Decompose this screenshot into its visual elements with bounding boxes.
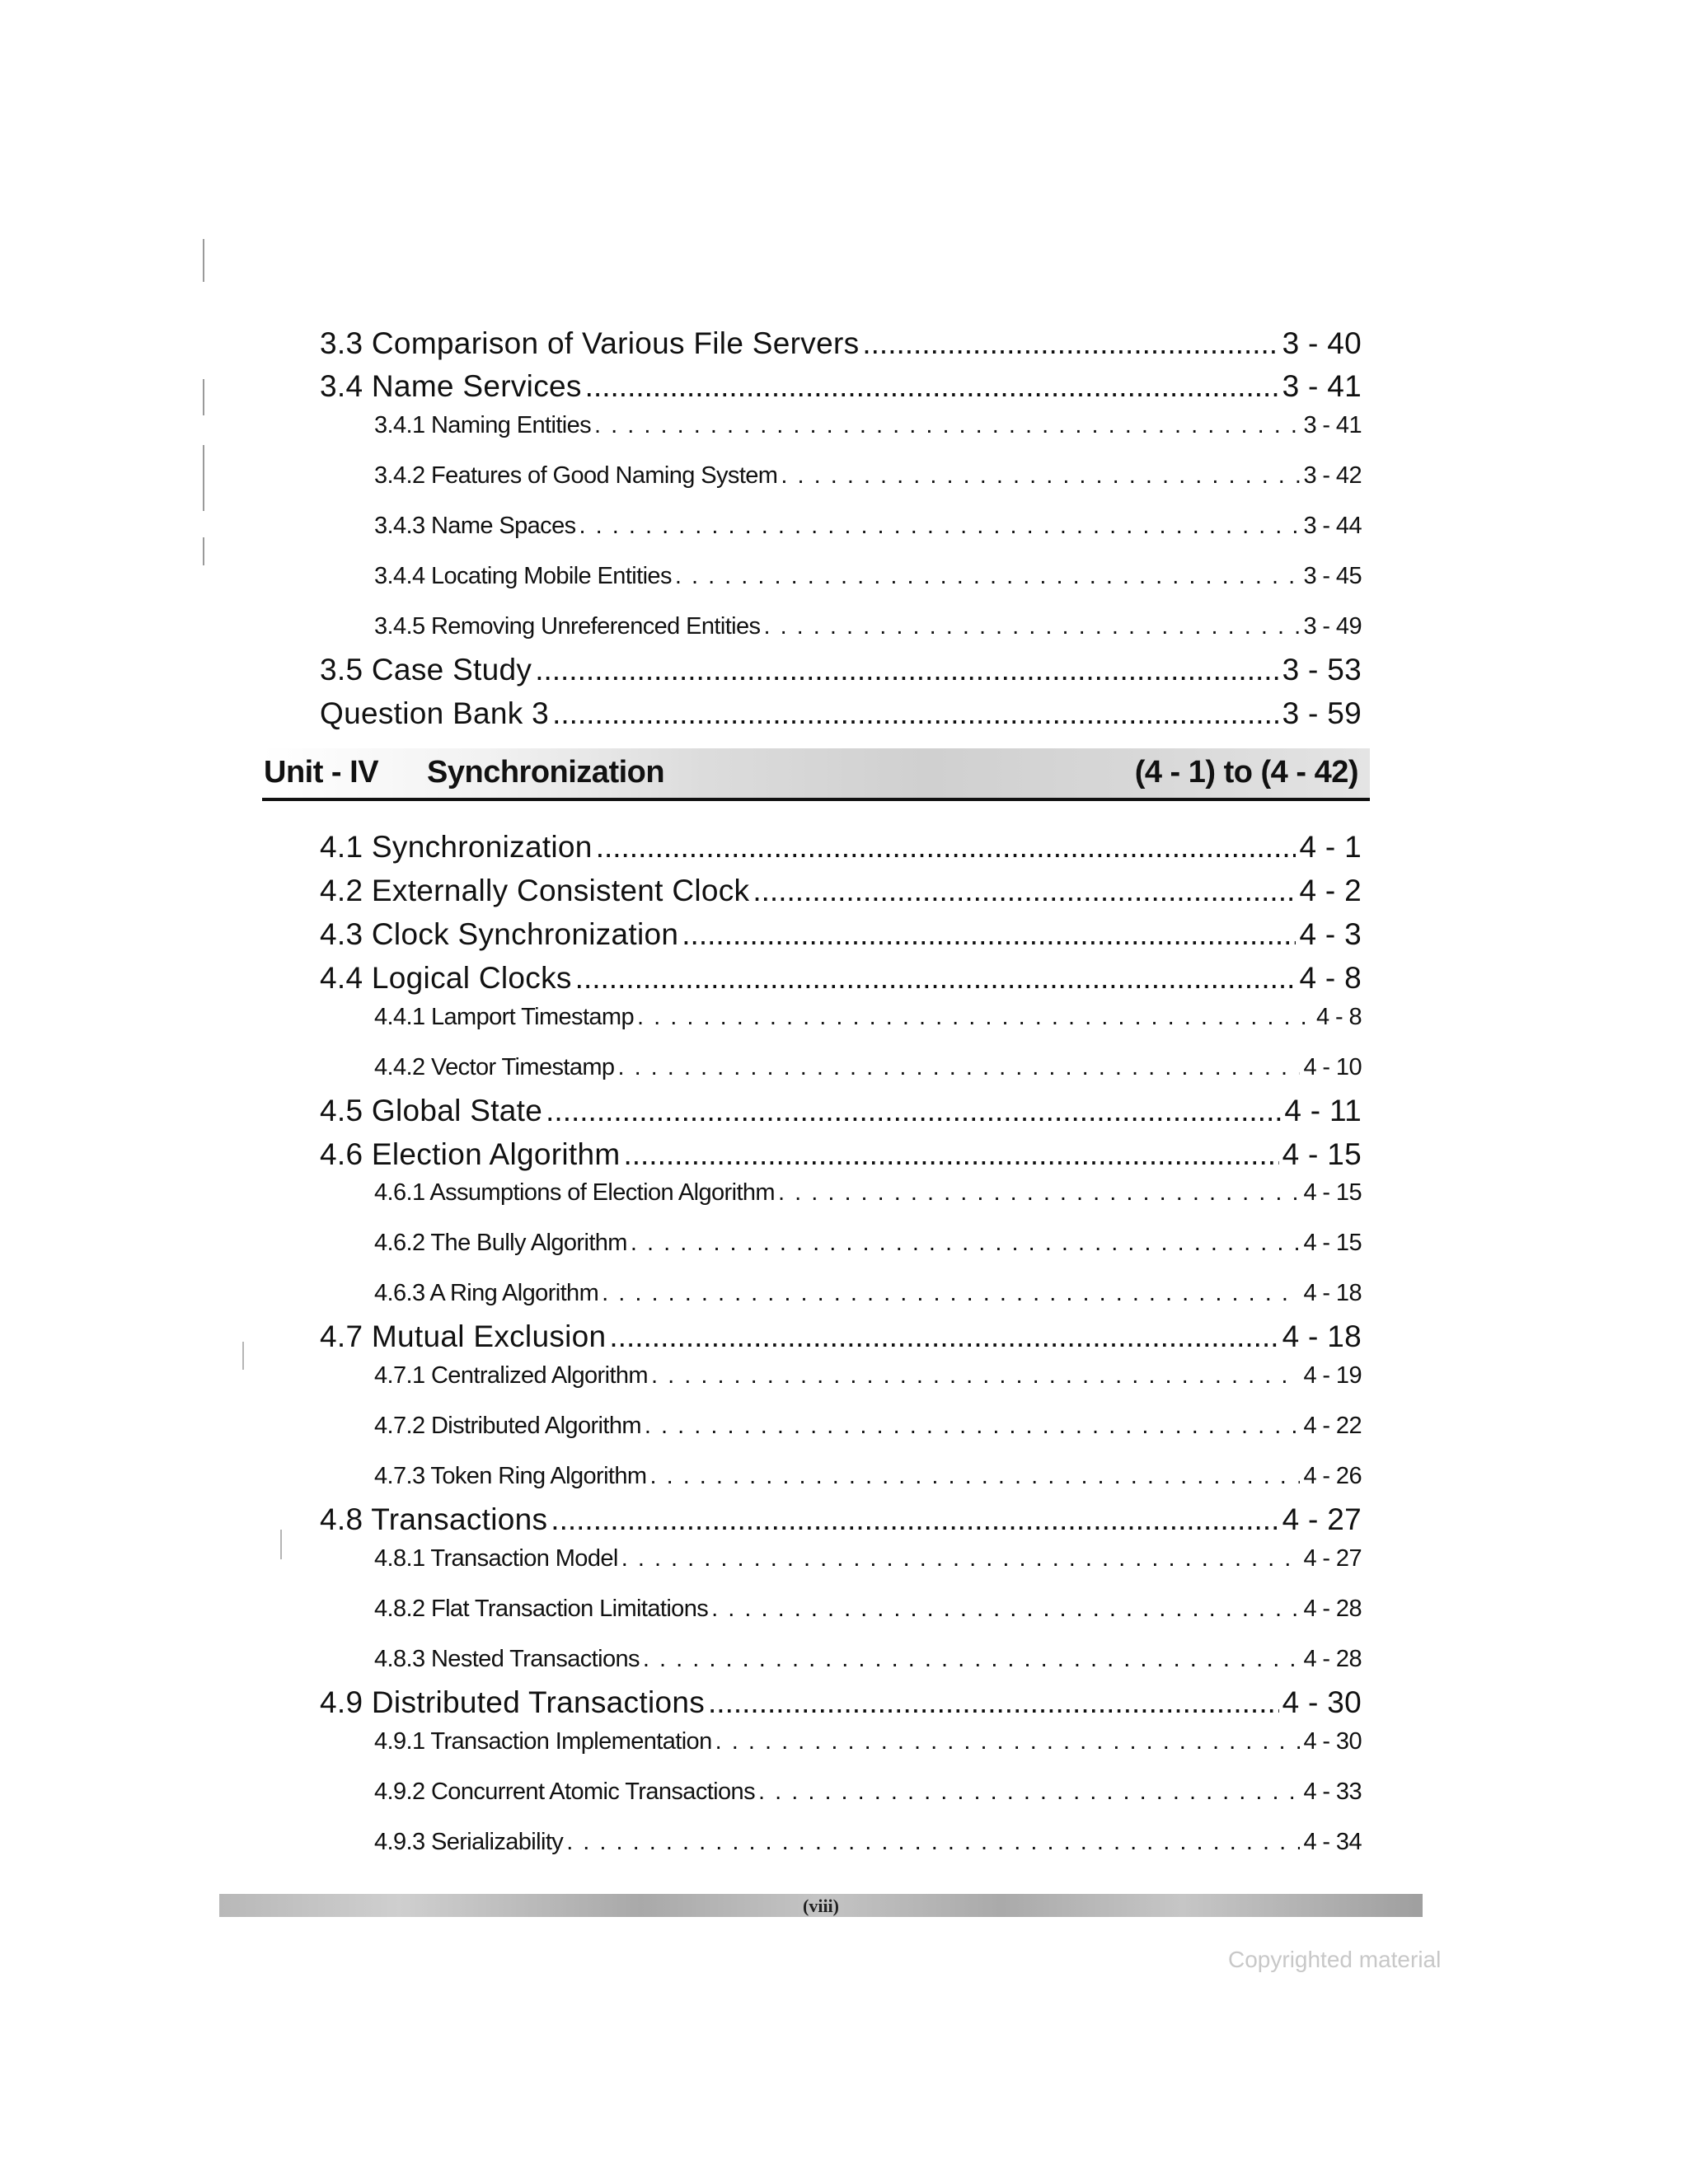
toc-entry-title: 4.3 Clock Synchronization: [320, 917, 679, 951]
toc-subentry: [374, 1230, 1362, 1263]
dot-leader: [645, 1413, 1301, 1440]
footer-band: [219, 1894, 1423, 1917]
toc-entry-title: 3.4.5 Removing Unreferenced Entities: [374, 613, 761, 640]
dot-leader: [778, 1179, 1300, 1207]
dot-leader: [579, 513, 1301, 540]
toc-entry-page: 4 - 10: [1303, 1054, 1362, 1080]
toc-entry-page: 4 - 28: [1303, 1596, 1362, 1622]
toc-entry-page: 4 - 3: [1299, 917, 1362, 951]
toc-entry-title: 4.7 Mutual Exclusion: [320, 1319, 607, 1353]
dot-leader: [617, 1054, 1300, 1081]
dot-leader: [546, 1094, 1281, 1128]
toc-entry-page: 3 - 42: [1303, 462, 1362, 489]
toc-entry-title: 3.4.4 Locating Mobile Entities: [374, 563, 672, 589]
toc-entry-page: 4 - 2: [1299, 874, 1362, 907]
toc-entry-page: 4 - 28: [1303, 1646, 1362, 1672]
toc-subentry: [374, 1362, 1362, 1395]
toc-entry-title: 3.4 Name Services: [320, 369, 582, 403]
unit-label: Unit - IV: [264, 755, 379, 790]
toc-entry-page: 4 - 30: [1303, 1728, 1362, 1755]
toc-entry: [320, 961, 1362, 999]
dot-leader: [651, 1362, 1300, 1390]
dot-leader: [535, 653, 1278, 687]
toc-subentry: [374, 412, 1362, 445]
toc-entry-title: 4.7.3 Token Ring Algorithm: [374, 1463, 647, 1489]
toc-entry-title: 4.9.2 Concurrent Atomic Transactions: [374, 1779, 755, 1805]
toc-entry-page: 4 - 15: [1303, 1179, 1362, 1206]
toc-subentry: [374, 1779, 1362, 1811]
dot-leader: [552, 696, 1279, 731]
toc-entry-title: Question Bank 3: [320, 696, 550, 730]
unit-page-range: (4 - 1) to (4 - 42): [1134, 755, 1358, 790]
toc-entry-page: 4 - 8: [1299, 961, 1362, 995]
toc-entry-page: 4 - 18: [1303, 1280, 1362, 1306]
dot-leader: [763, 613, 1300, 640]
toc-entry: [320, 653, 1362, 691]
toc-entry-page: 4 - 26: [1303, 1463, 1362, 1489]
dot-leader: [862, 326, 1278, 361]
toc-subentry: [374, 1179, 1362, 1212]
toc-entry: [320, 369, 1362, 407]
toc-entry: [320, 696, 1362, 734]
toc-entry-page: 4 - 22: [1303, 1413, 1362, 1439]
dot-leader: [566, 1829, 1300, 1856]
toc-subentry: [374, 1728, 1362, 1761]
dot-leader: [596, 830, 1296, 865]
toc-entry-page: 4 - 1: [1299, 830, 1362, 864]
toc-entry-title: 4.1 Synchronization: [320, 830, 593, 864]
toc-subentry: [374, 1545, 1362, 1578]
toc-entry-page: 4 - 19: [1303, 1362, 1362, 1389]
toc-entry-title: 4.9 Distributed Transactions: [320, 1685, 706, 1719]
toc-entry-title: 4.4.2 Vector Timestamp: [374, 1054, 615, 1080]
toc-entry-title: 4.6.1 Assumptions of Election Algorithm: [374, 1179, 775, 1206]
dot-leader: [602, 1280, 1300, 1307]
toc-entry-page: 4 - 11: [1284, 1094, 1362, 1127]
dot-leader: [682, 917, 1296, 952]
dot-leader: [609, 1319, 1278, 1354]
toc-entry-title: 3.5 Case Study: [320, 653, 532, 687]
toc-subentry: [374, 1463, 1362, 1496]
toc-entry-title: 4.8.3 Nested Transactions: [374, 1646, 640, 1672]
toc-entry-title: 4.9.1 Transaction Implementation: [374, 1728, 712, 1755]
toc-entry-page: 4 - 34: [1303, 1829, 1362, 1855]
page-folio: (viii): [803, 1896, 839, 1916]
scan-artifact-line: [203, 445, 204, 511]
toc-subentry: [374, 563, 1362, 596]
scan-artifact-line: [203, 239, 204, 282]
copyright-watermark: Copyrighted material: [1228, 1947, 1442, 1972]
dot-leader: [781, 462, 1300, 490]
toc-entry-page: 4 - 18: [1282, 1319, 1362, 1353]
toc-entry-title: 4.8 Transactions: [320, 1502, 548, 1536]
dot-leader: [715, 1728, 1301, 1755]
toc-entry-page: 3 - 59: [1282, 696, 1362, 730]
toc-entry-page: 3 - 41: [1282, 369, 1362, 403]
dot-leader: [637, 1004, 1313, 1031]
toc-entry-title: 4.6 Election Algorithm: [320, 1137, 621, 1171]
toc-entry: [320, 1502, 1362, 1540]
toc-entry-page: 4 - 15: [1282, 1137, 1362, 1171]
toc-entry: [320, 1094, 1362, 1132]
toc-entry-title: 3.3 Comparison of Various File Servers: [320, 326, 860, 360]
dot-leader: [675, 563, 1301, 590]
toc-entry-page: 3 - 49: [1303, 613, 1362, 640]
toc-entry-title: 3.4.3 Name Spaces: [374, 513, 576, 539]
scan-artifact-line: [203, 537, 204, 565]
toc-entry-page: 3 - 45: [1303, 563, 1362, 589]
dot-leader: [623, 1137, 1278, 1172]
toc-entry-title: 4.2 Externally Consistent Clock: [320, 874, 750, 907]
dot-leader: [551, 1502, 1278, 1537]
toc-subentry: [374, 1004, 1362, 1037]
toc-entry-page: 4 - 27: [1282, 1502, 1362, 1536]
toc-entry: [320, 917, 1362, 955]
toc-entry-title: 4.7.1 Centralized Algorithm: [374, 1362, 648, 1389]
dot-leader: [585, 369, 1279, 404]
dot-leader: [631, 1230, 1301, 1257]
toc-subentry: [374, 1596, 1362, 1629]
toc-entry-title: 3.4.2 Features of Good Naming System: [374, 462, 778, 489]
toc-entry: [320, 830, 1362, 868]
toc-subentry: [374, 1829, 1362, 1862]
toc-entry-title: 3.4.1 Naming Entities: [374, 412, 592, 438]
toc-entry-title: 4.8.1 Transaction Model: [374, 1545, 618, 1572]
toc-entry-title: 4.4 Logical Clocks: [320, 961, 572, 995]
toc-entry-title: 4.8.2 Flat Transaction Limitations: [374, 1596, 709, 1622]
dot-leader: [594, 412, 1300, 439]
toc-entry: [320, 874, 1362, 912]
unit-header: [262, 748, 1370, 798]
toc-entry-title: 4.4.1 Lamport Timestamp: [374, 1004, 635, 1030]
dot-leader: [575, 961, 1296, 996]
toc-subentry: [374, 613, 1362, 646]
toc-entry-page: 3 - 40: [1282, 326, 1362, 360]
dot-leader: [758, 1779, 1300, 1806]
toc-entry-title: 4.6.3 A Ring Algorithm: [374, 1280, 599, 1306]
toc-entry: [320, 326, 1362, 364]
toc-entry-title: 4.7.2 Distributed Algorithm: [374, 1413, 641, 1439]
unit-header-rule: [262, 798, 1370, 801]
toc-entry-title: 4.5 Global State: [320, 1094, 543, 1127]
toc-subentry: [374, 1054, 1362, 1087]
toc-entry-page: 4 - 30: [1282, 1685, 1362, 1719]
toc-entry-page: 3 - 44: [1303, 513, 1362, 539]
toc-subentry: [374, 462, 1362, 495]
dot-leader: [621, 1545, 1301, 1572]
toc-entry-page: 4 - 33: [1303, 1779, 1362, 1805]
toc-subentry: [374, 1646, 1362, 1679]
toc-entry-title: 4.9.3 Serializability: [374, 1829, 564, 1855]
toc-entry: [320, 1137, 1362, 1175]
toc-subentry: [374, 513, 1362, 546]
dot-leader: [753, 874, 1296, 908]
toc-subentry: [374, 1413, 1362, 1446]
scan-artifact-line: [280, 1530, 282, 1559]
unit-title: Synchronization: [427, 755, 665, 790]
toc-entry-page: 3 - 53: [1282, 653, 1362, 687]
scan-artifact-line: [242, 1342, 244, 1370]
dot-leader: [711, 1596, 1300, 1623]
toc-entry-title: 4.6.2 The Bully Algorithm: [374, 1230, 627, 1256]
toc-entry: [320, 1685, 1362, 1723]
dot-leader: [643, 1646, 1301, 1673]
toc-entry-page: 4 - 27: [1303, 1545, 1362, 1572]
dot-leader: [649, 1463, 1300, 1490]
toc-subentry: [374, 1280, 1362, 1313]
toc-entry-page: 4 - 15: [1303, 1230, 1362, 1256]
toc-entry-page: 3 - 41: [1303, 412, 1362, 438]
toc-entry: [320, 1319, 1362, 1357]
scan-artifact-line: [203, 379, 204, 415]
dot-leader: [708, 1685, 1279, 1720]
toc-entry-page: 4 - 8: [1315, 1004, 1362, 1030]
